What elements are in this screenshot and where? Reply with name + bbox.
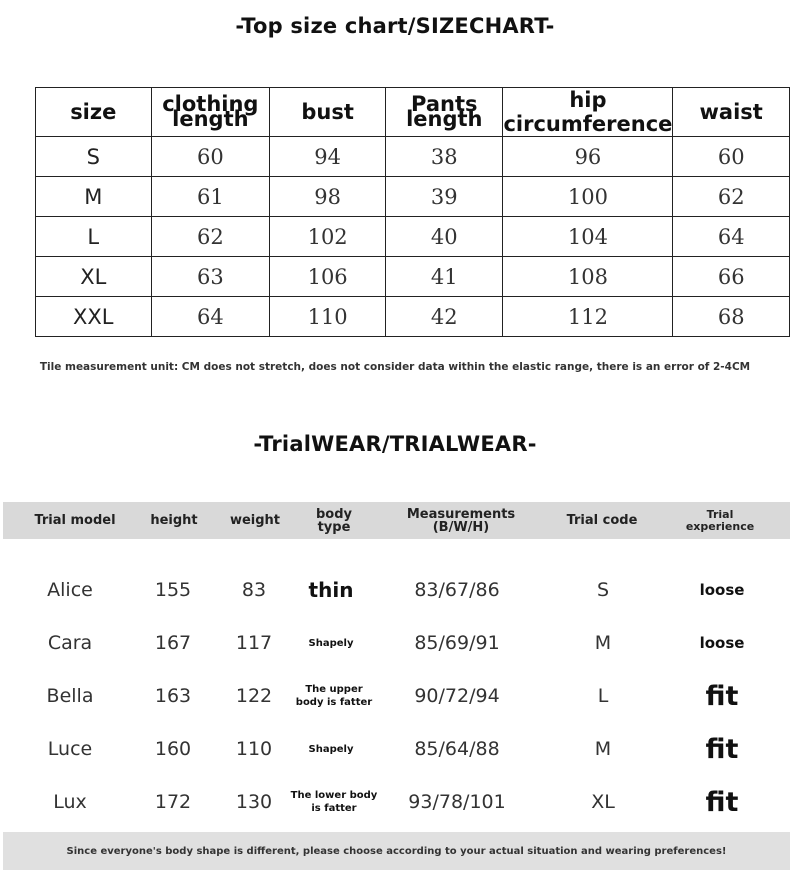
size-cell: M bbox=[36, 177, 152, 217]
size-chart-table bbox=[35, 87, 790, 337]
header-clothing-length: clothing length bbox=[151, 88, 270, 137]
body-type: The lower body is fatter bbox=[290, 790, 378, 814]
body-type: Shapely bbox=[308, 637, 354, 649]
trial-header-bar bbox=[3, 502, 790, 539]
model-name: Bella bbox=[46, 685, 94, 707]
header-pants-length: Pants length bbox=[386, 88, 503, 137]
model-name: Lux bbox=[53, 791, 87, 813]
bust-cell: 98 bbox=[270, 177, 386, 217]
clothing-length-cell: 61 bbox=[151, 177, 270, 217]
trial-code: M bbox=[594, 632, 612, 654]
trial-experience: loose bbox=[699, 581, 745, 599]
clothing-length-cell: 63 bbox=[151, 257, 270, 297]
footer-note: Since everyone's body shape is different, please choose according to your actual situation and wearing preferences! bbox=[3, 832, 790, 870]
size-row bbox=[36, 297, 790, 337]
hip-cell: 96 bbox=[503, 137, 673, 177]
waist-cell: 64 bbox=[673, 217, 790, 257]
size-row bbox=[36, 177, 790, 217]
header-weight: weight bbox=[229, 513, 281, 528]
model-name: Luce bbox=[47, 738, 93, 760]
pants-length-cell: 41 bbox=[386, 257, 503, 297]
hip-cell: 104 bbox=[503, 217, 673, 257]
hip-cell: 112 bbox=[503, 297, 673, 337]
header-trial-code: Trial code bbox=[566, 513, 638, 528]
bust-cell: 102 bbox=[270, 217, 386, 257]
trial-experience: fit bbox=[705, 680, 739, 712]
header-body-type: body type bbox=[315, 506, 353, 535]
bust-cell: 110 bbox=[270, 297, 386, 337]
header-hip: hip circumference bbox=[503, 88, 673, 136]
model-name: Cara bbox=[47, 632, 93, 654]
size-cell: L bbox=[36, 217, 152, 257]
header-trial-model: Trial model bbox=[34, 513, 116, 528]
height-value: 167 bbox=[154, 632, 192, 654]
header-waist: waist bbox=[673, 88, 790, 137]
weight-value: 130 bbox=[235, 791, 273, 813]
size-chart-header-row bbox=[36, 88, 790, 137]
trial-code: S bbox=[596, 579, 610, 601]
pants-length-cell: 42 bbox=[386, 297, 503, 337]
trial-experience: fit bbox=[705, 733, 739, 765]
clothing-length-cell: 62 bbox=[151, 217, 270, 257]
pants-length-cell: 40 bbox=[386, 217, 503, 257]
measurements-value: 83/67/86 bbox=[414, 579, 500, 601]
size-row bbox=[36, 217, 790, 257]
hip-cell: 108 bbox=[503, 257, 673, 297]
trial-row bbox=[0, 676, 790, 716]
size-chart-title: -Top size chart/SIZECHART- bbox=[235, 14, 555, 38]
weight-value: 83 bbox=[241, 579, 267, 601]
hip-cell: 100 bbox=[503, 177, 673, 217]
header-height: height bbox=[150, 513, 198, 528]
waist-cell: 68 bbox=[673, 297, 790, 337]
trial-code: M bbox=[594, 738, 612, 760]
measurements-value: 85/64/88 bbox=[414, 738, 500, 760]
size-cell: XL bbox=[36, 257, 152, 297]
measurements-value: 93/78/101 bbox=[408, 791, 506, 813]
size-cell: XXL bbox=[36, 297, 152, 337]
weight-value: 117 bbox=[235, 632, 273, 654]
trial-title: -TrialWEAR/TRIALWEAR- bbox=[253, 432, 537, 456]
trial-experience: loose bbox=[699, 634, 745, 652]
size-cell: S bbox=[36, 137, 152, 177]
trial-code: XL bbox=[591, 791, 615, 813]
trial-row bbox=[0, 729, 790, 769]
height-value: 155 bbox=[154, 579, 192, 601]
trial-row bbox=[0, 623, 790, 663]
header-size: size bbox=[36, 88, 152, 137]
trial-row bbox=[0, 570, 790, 610]
measurement-note: Tile measurement unit: CM does not stretch, does not consider data within the elastic range, there is an error of 2-4CM bbox=[39, 361, 751, 373]
trial-experience: fit bbox=[705, 786, 739, 818]
header-measurements: Measurements (B/W/H) bbox=[406, 506, 516, 535]
trial-code: L bbox=[597, 685, 609, 707]
trial-row bbox=[0, 782, 790, 822]
pants-length-cell: 39 bbox=[386, 177, 503, 217]
body-type: Shapely bbox=[308, 743, 354, 755]
header-trial-experience: Trial experience bbox=[685, 507, 755, 533]
measurements-value: 90/72/94 bbox=[414, 685, 500, 707]
size-row bbox=[36, 257, 790, 297]
clothing-length-cell: 60 bbox=[151, 137, 270, 177]
weight-value: 110 bbox=[235, 738, 273, 760]
clothing-length-cell: 64 bbox=[151, 297, 270, 337]
header-bust: bust bbox=[270, 88, 386, 137]
waist-cell: 60 bbox=[673, 137, 790, 177]
waist-cell: 66 bbox=[673, 257, 790, 297]
size-row bbox=[36, 137, 790, 177]
bust-cell: 94 bbox=[270, 137, 386, 177]
height-value: 160 bbox=[154, 738, 192, 760]
height-value: 163 bbox=[154, 685, 192, 707]
weight-value: 122 bbox=[235, 685, 273, 707]
bust-cell: 106 bbox=[270, 257, 386, 297]
measurements-value: 85/69/91 bbox=[414, 632, 500, 654]
body-type: thin bbox=[308, 578, 354, 602]
pants-length-cell: 38 bbox=[386, 137, 503, 177]
waist-cell: 62 bbox=[673, 177, 790, 217]
model-name: Alice bbox=[47, 579, 93, 601]
height-value: 172 bbox=[154, 791, 192, 813]
body-type: The upper body is fatter bbox=[295, 684, 373, 708]
